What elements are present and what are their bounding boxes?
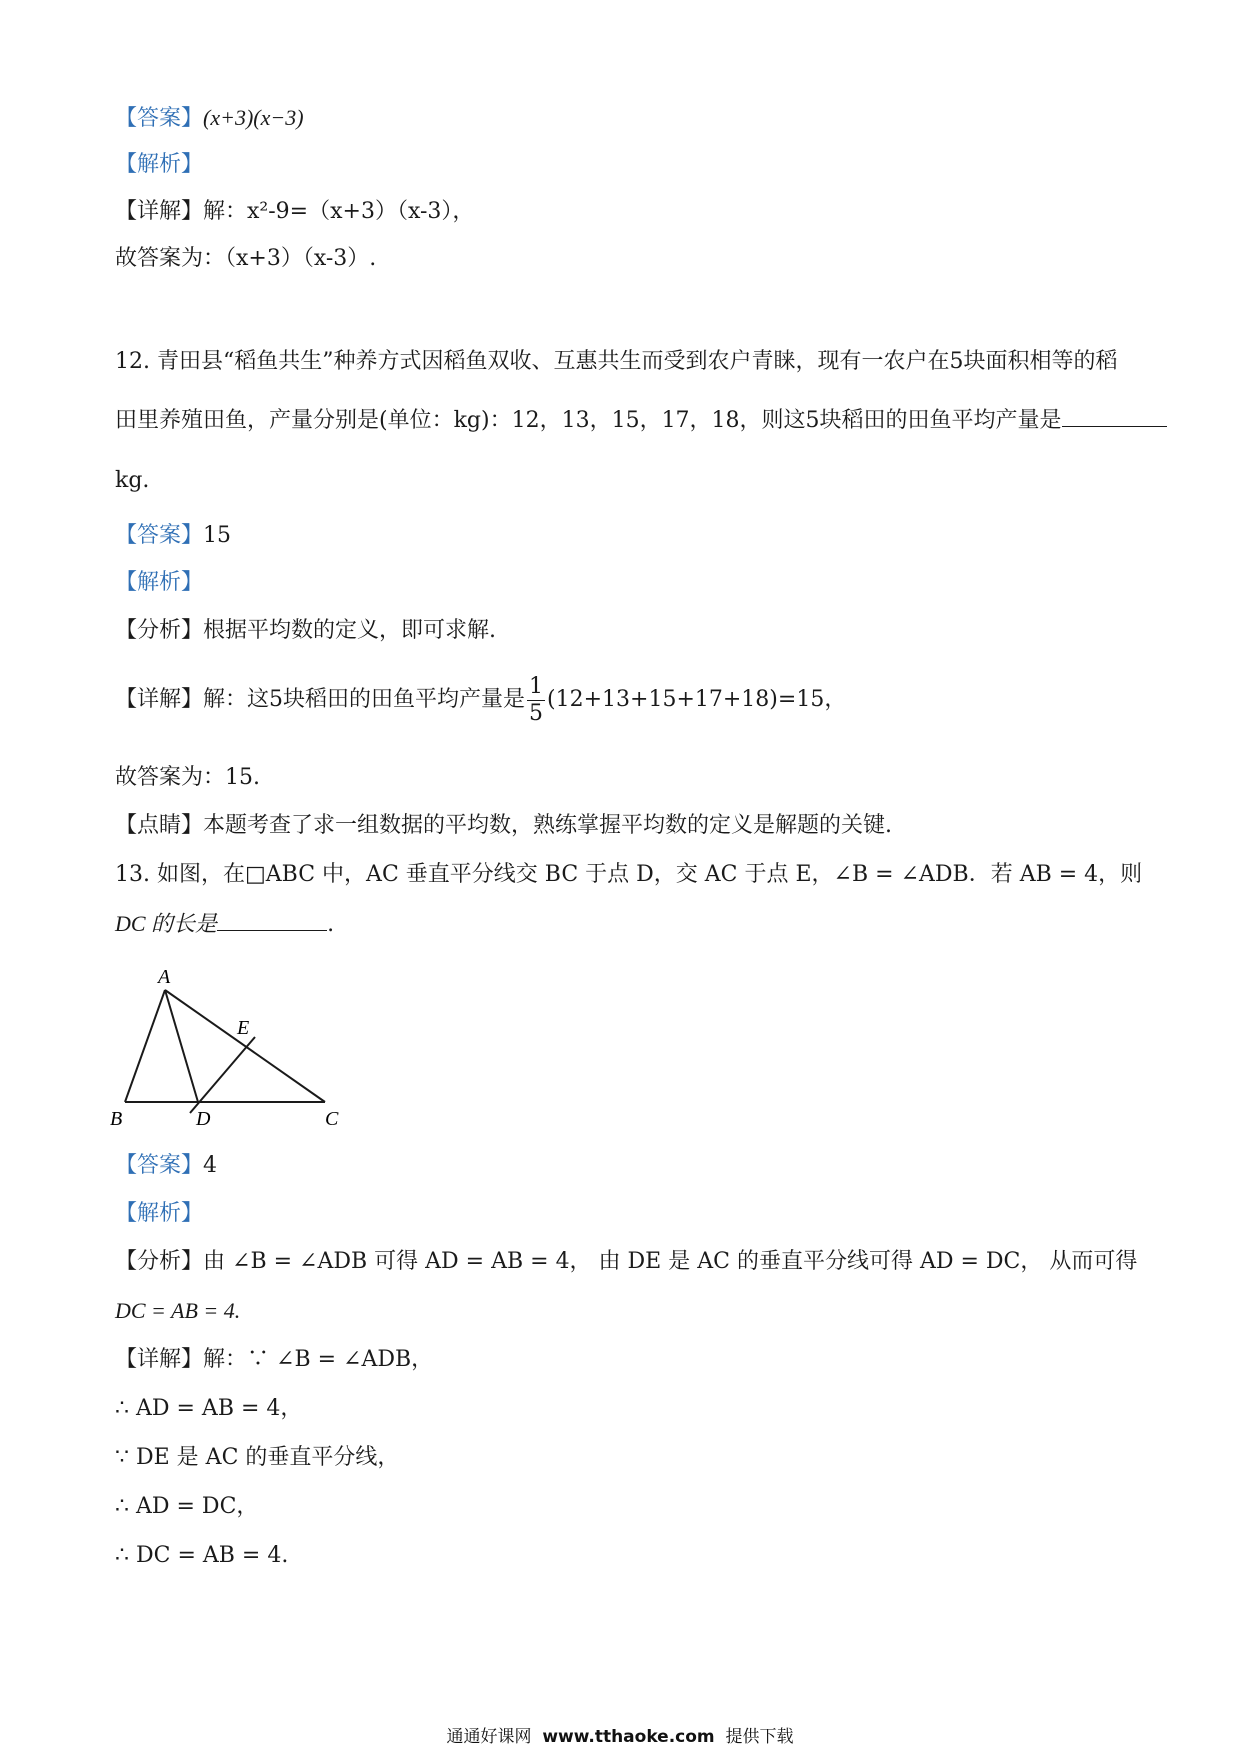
detail-expression: (12+13+15+17+18)=15， xyxy=(547,687,847,712)
segment-AD xyxy=(165,990,198,1102)
q13-stem-end: . xyxy=(327,912,335,937)
q12-stem-line2 xyxy=(115,404,1130,436)
triangle-lines xyxy=(125,990,325,1113)
page-footer xyxy=(0,1722,1240,1747)
q11-conclusion: 故答案为：（x+3）（x-3）. xyxy=(115,246,377,271)
detail-tag: 【详解】 xyxy=(115,199,204,224)
q13-analysis-line1 xyxy=(115,1247,1138,1277)
answer-value: 4 xyxy=(203,1153,218,1178)
detail-label: 【详解】 xyxy=(115,687,204,712)
detail-label: 【详解】 xyxy=(115,1347,204,1372)
q13-stem-line1: 13. 如图，在□ABC 中，AC 垂直平分线交 BC 于点 D，交 AC 于点 E，∠B = ∠ADB．若 AB = 4，则 xyxy=(115,862,1143,887)
q12-analysis-tag xyxy=(115,568,1130,598)
footer-suffix: 提供下载 xyxy=(725,1727,794,1747)
q12-answer-blank xyxy=(1062,404,1167,427)
label-C: C xyxy=(325,1108,339,1130)
comment-text: 本题考查了求一组数据的平均数，熟练掌握平均数的定义是解题的关键. xyxy=(203,813,893,838)
analysis-tag: 【解析】 xyxy=(115,570,204,595)
q13-detail-line5: ∴ DC = AB = 4. xyxy=(115,1543,289,1568)
label-B: B xyxy=(110,1108,123,1130)
segment-AC xyxy=(165,990,325,1102)
q13-detail-line1 xyxy=(115,1345,1130,1375)
q13-stem-line2 xyxy=(115,908,1130,940)
comment-label: 【点睛】 xyxy=(115,813,204,838)
analysis-tag: 【解析】 xyxy=(115,152,204,177)
detail-text: 解：x²-9=（x+3）（x-3）， xyxy=(203,199,475,224)
q13-detail-line4: ∴ AD = DC， xyxy=(115,1494,259,1519)
q13-detail-line2: ∴ AD = AB = 4， xyxy=(115,1396,303,1421)
footer-site-name: 通通好课网 xyxy=(446,1727,532,1747)
q13-analysis-line2: DC = AB = 4. xyxy=(115,1298,241,1323)
answer-tag: 【答案】 xyxy=(115,106,204,131)
answer-tag: 【答案】 xyxy=(115,523,204,548)
label-D: D xyxy=(196,1108,211,1130)
answer-value: (x+3)(x−3) xyxy=(203,105,304,130)
q11-detail xyxy=(115,197,1130,227)
q12-stem-line1: 12. 青田县“稻鱼共生”种养方式因稻鱼双收、互惠共生而受到农户青睐，现有一农户在5块面积相等的稻 xyxy=(115,349,1118,374)
detail-text: 解：∵ ∠B = ∠ADB， xyxy=(203,1347,434,1372)
q12-stem-line3: kg. xyxy=(115,468,150,493)
fraction-denominator: 5 xyxy=(529,700,544,726)
answer-tag: 【答案】 xyxy=(115,1153,204,1178)
q12-analysis xyxy=(115,616,1130,646)
q12-stem-text: 田里养殖田鱼，产量分别是(单位：kg)：12，13，15，17，18，则这5块稻田的田鱼平均产量是 xyxy=(115,408,1062,433)
q12-comment xyxy=(115,811,1130,841)
q13-answer xyxy=(115,1151,1130,1181)
segment-AB xyxy=(125,990,165,1102)
analysis-tag: 【解析】 xyxy=(115,1201,204,1226)
analysis-label: 【分析】 xyxy=(115,618,204,643)
q13-detail-line3: ∵ DE 是 AC 的垂直平分线， xyxy=(115,1445,400,1470)
detail-prefix: 解：这5块稻田的田鱼平均产量是 xyxy=(203,687,526,712)
q13-analysis-tag xyxy=(115,1199,1130,1229)
answer-value: 15 xyxy=(203,523,232,548)
analysis-text: 根据平均数的定义，即可求解. xyxy=(203,618,497,643)
triangle-figure xyxy=(110,965,370,1135)
q12-conclusion: 故答案为：15. xyxy=(115,765,260,790)
q13-stem-text: DC 的长是 xyxy=(115,911,218,936)
q11-analysis-tag xyxy=(115,150,1130,180)
label-E: E xyxy=(237,1017,250,1039)
fraction xyxy=(527,673,545,726)
q13-answer-blank xyxy=(217,908,327,931)
fraction-numerator: 1 xyxy=(529,673,544,699)
q11-answer xyxy=(115,103,1130,134)
analysis-label: 【分析】 xyxy=(115,1249,204,1274)
analysis-text: 由 ∠B = ∠ADB 可得 AD = AB = 4， 由 DE 是 AC 的垂直平分线可得 AD = DC， 从而可得 xyxy=(203,1249,1138,1274)
q12-answer xyxy=(115,521,1130,551)
label-A: A xyxy=(158,966,171,988)
q12-detail xyxy=(115,670,1130,730)
footer-url[interactable]: www.tthaoke.com xyxy=(542,1727,715,1747)
